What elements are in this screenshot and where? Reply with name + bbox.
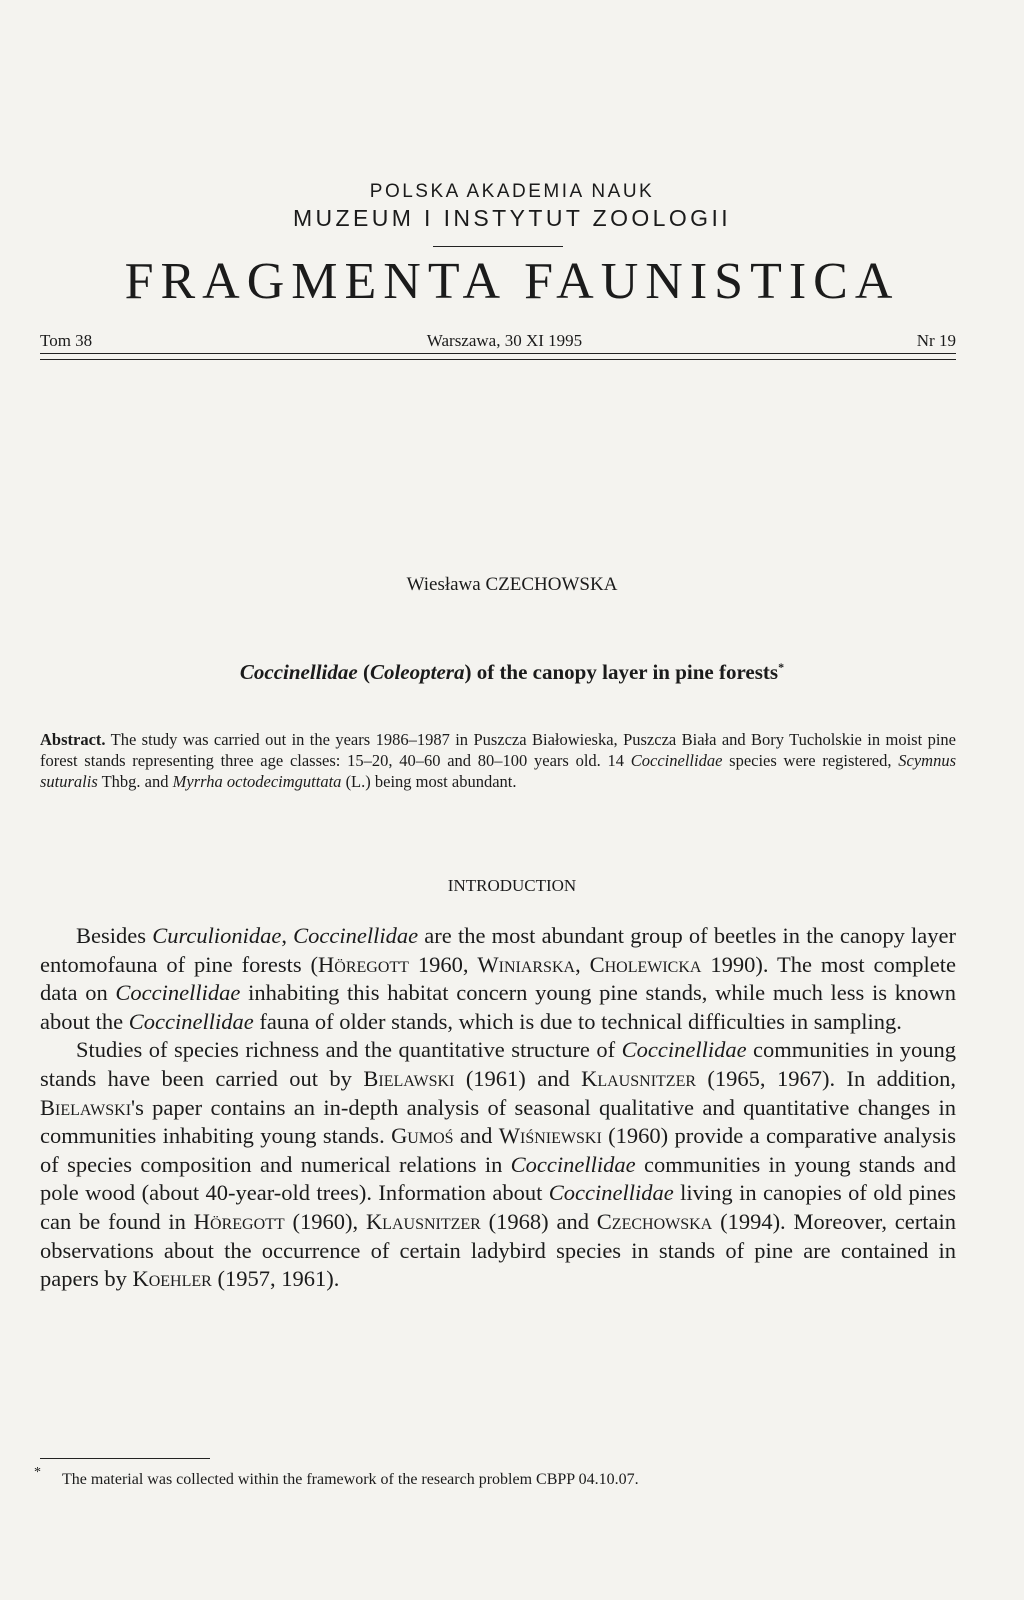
author-first-name: Wiesława bbox=[406, 574, 481, 595]
author-last-name: CZECHOWSKA bbox=[485, 574, 618, 595]
cited-author: Klausnitzer bbox=[365, 1208, 481, 1234]
text-run: Besides bbox=[76, 923, 153, 948]
title-order: Coleoptera bbox=[369, 660, 465, 684]
abstract-text: (L.) being most abundant. bbox=[341, 772, 517, 791]
abstract-text: species were registered, bbox=[722, 751, 899, 770]
volume-label: Tom 38 bbox=[40, 331, 93, 350]
cited-author: Bielawski bbox=[363, 1065, 455, 1091]
text-run: communities in young stands have been carried out by bbox=[40, 1037, 956, 1091]
abstract-text: The study was carried out in the years 1986–1987 in Puszcza Białowieska, Puszcza Biała and Bory Tucholskie in moist pine forest stands representing three age classes: 15–20, 40–60 and 80–100 years old. 14 bbox=[40, 730, 956, 770]
text-run: are the most abundant group of beetles in the canopy layer entomofauna of pine forests ( bbox=[40, 923, 956, 977]
abstract-taxon: Coccinellidae bbox=[630, 751, 723, 770]
text-run: (1960) provide a comparative analysis of species composition and numerical relations in bbox=[40, 1123, 956, 1177]
issue-number: Nr 19 bbox=[916, 331, 956, 350]
cited-author: Höregott bbox=[193, 1208, 285, 1234]
paragraph bbox=[40, 922, 956, 1036]
text-run: (1994). Moreover, certain observations about the occurrence of certain ladybird species in stands of pine are contained in papers by bbox=[40, 1208, 956, 1292]
title-family: Coccinellidae bbox=[239, 660, 358, 684]
title-rest: ) of the canopy layer in pine forests bbox=[464, 660, 779, 684]
journal-title: FRAGMENTA FAUNISTICA bbox=[124, 253, 900, 310]
text-run: 1990). The most complete data on bbox=[40, 951, 956, 1006]
place-date: Warszawa, 30 XI 1995 bbox=[426, 331, 583, 350]
taxon: Coccinellidae bbox=[293, 923, 419, 948]
footnote-divider bbox=[40, 1458, 210, 1459]
cited-author: Cholewicka bbox=[589, 951, 702, 977]
taxon: Coccinellidae bbox=[128, 1008, 254, 1034]
text-run: , bbox=[575, 951, 590, 977]
text-run: living in canopies of old pines can be found in bbox=[40, 1180, 956, 1234]
taxon: Coccinellidae bbox=[548, 1180, 674, 1206]
taxon: Curculionidae bbox=[152, 923, 282, 948]
issue-meta bbox=[40, 331, 956, 351]
abstract-text: Thbg. and bbox=[97, 772, 173, 791]
cited-author: Winiarska bbox=[477, 951, 576, 977]
abstract-taxon: Scymnus suturalis bbox=[40, 751, 956, 791]
footnote-text: The material was collected within the framework of the research problem CBPP 04.10.07. bbox=[62, 1471, 639, 1488]
header-double-rule bbox=[40, 353, 956, 360]
cited-author: Bielawski bbox=[40, 1094, 132, 1120]
cited-author: Klausnitzer bbox=[581, 1065, 697, 1091]
footnote bbox=[34, 1465, 956, 1489]
title-footnote-mark: * bbox=[778, 660, 785, 674]
cited-author: Wiśniewski bbox=[498, 1123, 602, 1149]
taxon: Coccinellidae bbox=[510, 1151, 636, 1177]
article-title bbox=[0, 660, 1024, 685]
text-run: 1960, bbox=[408, 951, 478, 977]
author-line bbox=[0, 574, 1024, 596]
text-run: (1965, 1967). In addition, bbox=[696, 1065, 956, 1091]
taxon: Coccinellidae bbox=[621, 1037, 747, 1063]
section-heading: INTRODUCTION bbox=[447, 876, 577, 895]
text-run: (1961) and bbox=[454, 1065, 582, 1091]
text-run: (1968) and bbox=[480, 1208, 597, 1234]
title-paren-open: ( bbox=[362, 660, 370, 684]
text-run: and bbox=[453, 1123, 499, 1149]
text-run: fauna of older stands, which is due to technical difficulties in sampling. bbox=[253, 1008, 902, 1034]
cited-author: Czechowska bbox=[596, 1208, 713, 1234]
taxon: Coccinellidae bbox=[115, 980, 241, 1006]
text-run: , bbox=[281, 923, 294, 948]
cited-author: Höregott bbox=[318, 951, 409, 977]
text-run: 's paper contains an in-depth analysis of seasonal qualitative and quantitative changes in communities inhabiting young stands. bbox=[40, 1094, 956, 1149]
text-run: (1957, 1961). bbox=[211, 1266, 340, 1292]
abstract-label: Abstract. bbox=[40, 730, 106, 749]
text-run: communities in young stands and pole wood (about 40-year-old trees). Information about bbox=[40, 1151, 956, 1206]
abstract bbox=[40, 729, 956, 792]
header-divider bbox=[433, 246, 563, 247]
cited-author: Koehler bbox=[132, 1266, 212, 1292]
institution-line-2: MUZEUM I INSTYTUT ZOOLOGII bbox=[292, 205, 732, 231]
paragraph bbox=[40, 1036, 956, 1293]
cited-author: Gumoś bbox=[391, 1123, 454, 1149]
text-run: Studies of species richness and the quantitative structure of bbox=[76, 1037, 622, 1063]
text-run: inhabiting this habitat concern young pine stands, while much less is known about the bbox=[40, 980, 956, 1034]
abstract-taxon: Myrrha octodecimguttata bbox=[172, 772, 342, 791]
footnote-mark: * bbox=[34, 1465, 41, 1480]
institution-line-1: POLSKA AKADEMIA NAUK bbox=[369, 181, 655, 202]
text-run: (1960), bbox=[284, 1208, 366, 1234]
introduction-body bbox=[40, 922, 956, 1294]
